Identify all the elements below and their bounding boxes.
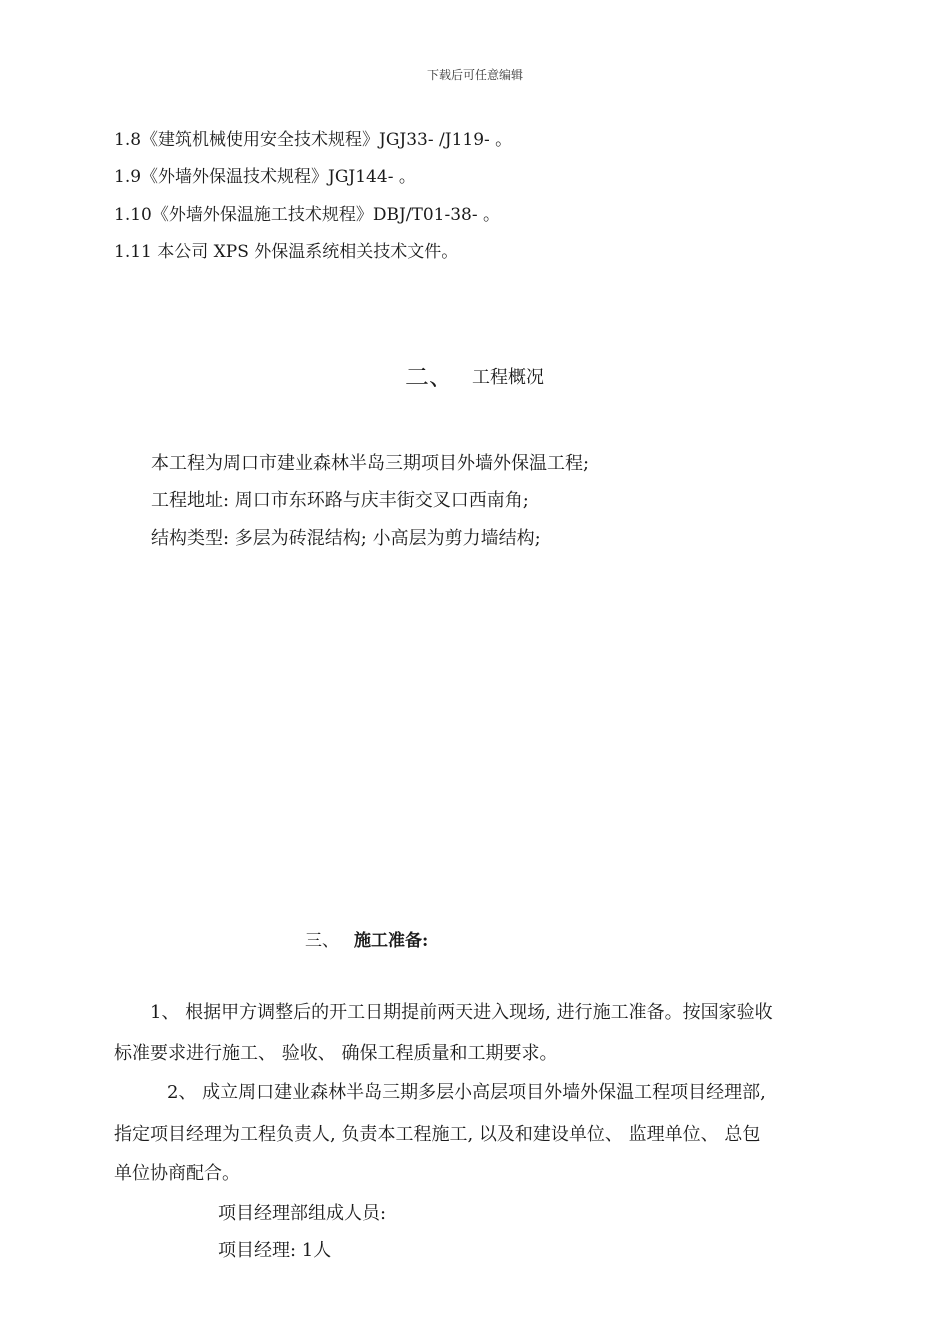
reference-item: 1.9《外墙外保温技术规程》JGJ144- 。	[114, 167, 416, 187]
item-2-line-2: 指定项目经理为工程负责人, 负责本工程施工, 以及和建设单位、 监理单位、 总包	[114, 1124, 761, 1145]
item-1-line-1: 1、 根据甲方调整后的开工日期提前两天进入现场, 进行施工准备。按国家验收	[150, 1002, 773, 1023]
staff-heading: 项目经理部组成人员:	[218, 1203, 387, 1224]
section-2-number: 二、	[405, 363, 453, 391]
overview-line: 本工程为周口市建业森林半岛三期项目外墙外保温工程;	[151, 453, 590, 474]
section-2-title: 工程概况	[472, 367, 544, 388]
page-header: 下载后可任意编辑	[426, 68, 523, 82]
reference-item: 1.10《外墙外保温施工技术规程》DBJ/T01-38- 。	[114, 205, 501, 225]
section-3-title: 施工准备:	[354, 931, 429, 951]
section-3-number: 三、	[305, 931, 339, 951]
reference-item: 1.11 本公司 XPS 外保温系统相关技术文件。	[114, 242, 459, 262]
reference-item: 1.8《建筑机械使用安全技术规程》JGJ33- /J119- 。	[114, 130, 513, 150]
item-1-line-2: 标准要求进行施工、 验收、 确保工程质量和工期要求。	[114, 1043, 558, 1064]
item-2-line-1: 2、 成立周口建业森林半岛三期多层小高层项目外墙外保温工程项目经理部,	[167, 1082, 766, 1103]
staff-line: 项目经理: 1人	[218, 1240, 332, 1261]
overview-line: 结构类型: 多层为砖混结构; 小高层为剪力墙结构;	[151, 528, 541, 549]
overview-line: 工程地址: 周口市东环路与庆丰街交叉口西南角;	[151, 490, 529, 511]
item-2-line-3: 单位协商配合。	[114, 1163, 240, 1184]
